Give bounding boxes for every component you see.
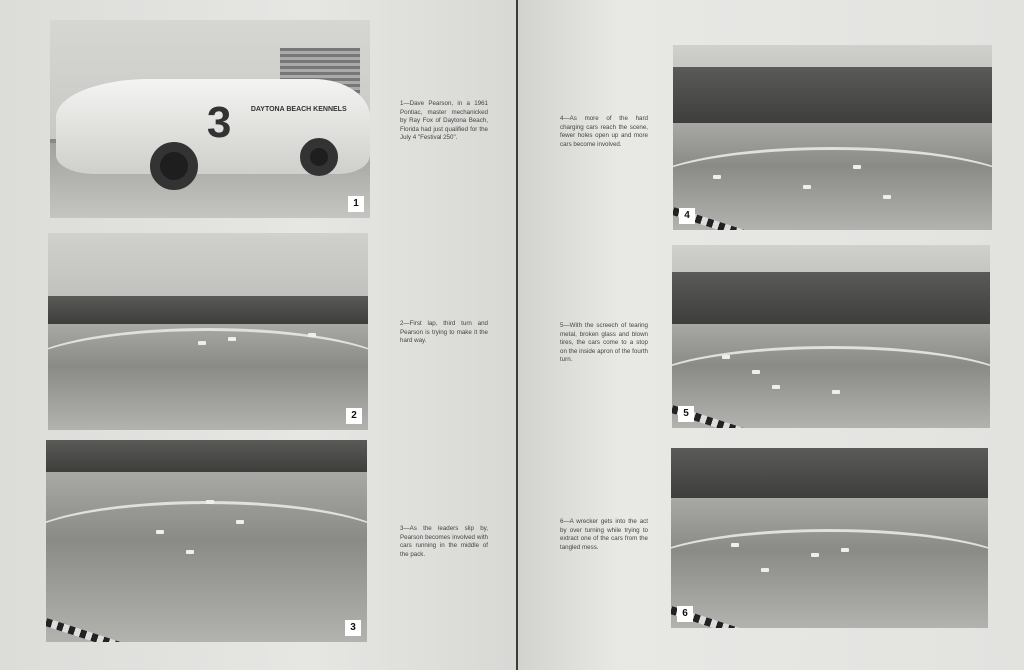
car-lettering: DAYTONA BEACH KENNELS xyxy=(250,105,347,113)
caption-4: 4—As more of the hard charging cars reach the scene, fewer holes open up and more cars become involved. xyxy=(560,115,648,148)
photo-4-wreck-begins xyxy=(673,45,992,230)
photo-number: 3 xyxy=(345,620,361,636)
photo-number: 5 xyxy=(678,406,694,422)
photo-1-race-car xyxy=(50,20,370,218)
car-number: 3 xyxy=(206,98,232,148)
right-page xyxy=(518,0,1024,670)
photo-6-wrecker xyxy=(671,448,988,628)
photo-number: 6 xyxy=(677,606,693,622)
photo-5-cars-stop xyxy=(672,245,990,428)
caption-6: 6—A wrecker gets into the act by over turning while trying to extract one of the cars from the tangled mess. xyxy=(560,518,648,551)
photo-3-pack xyxy=(46,440,367,642)
caption-3: 3—As the leaders slip by, Pearson becomes involved with cars running in the middle of the pack. xyxy=(400,525,488,558)
photo-number: 4 xyxy=(679,208,695,224)
caption-1: 1—Dave Pearson, in a 1961 Pontiac, master mechanicked by Ray Fox of Daytona Beach, Florida had just qualified for the July 4 "Festival 250". xyxy=(400,100,488,142)
photo-2-first-lap xyxy=(48,233,368,430)
photo-number: 1 xyxy=(348,196,364,212)
caption-5: 5—With the screech of tearing metal, broken glass and blown tires, the cars come to a stop on the inside apron of the fourth turn. xyxy=(560,322,648,364)
photo-number: 2 xyxy=(346,408,362,424)
caption-2: 2—First lap, third turn and Pearson is trying to make it the hard way. xyxy=(400,320,488,345)
